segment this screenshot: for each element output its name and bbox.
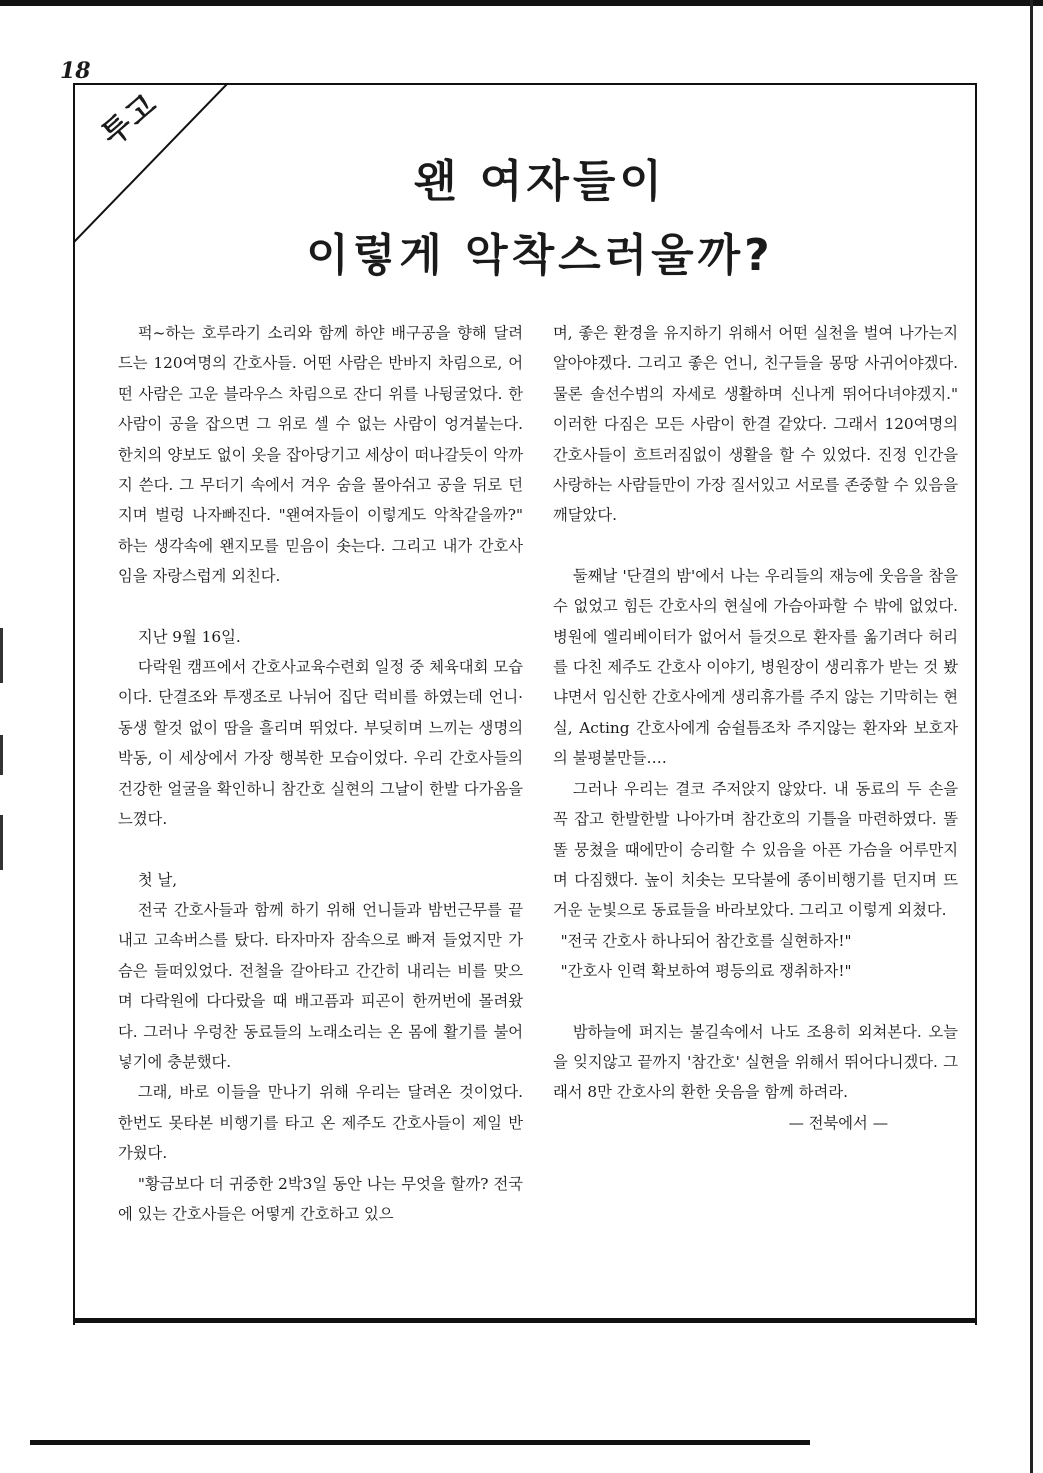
corner-diagonal — [73, 83, 253, 253]
paragraph: 그래, 바로 이들을 만나기 위해 우리는 달려온 것이었다. 한번도 못타본 비행기를 타고 온 제주도 간호사들이 제일 반가웠다. — [118, 1083, 523, 1163]
paragraph: 퍽~하는 호루라기 소리와 함께 하얀 배구공을 향해 달려드는 120여명의 간호사들. 어떤 사람은 반바지 차림으로, 어떤 사람은 고운 블라우스 차림으로 잔디 위를 나뒹굴었다. 한 사람이 공을 잡으면 그 위로 셀 수 없는 사람이 엉겨붙는다. 한치의 양보도 없이 옷을 잡아당기고 세상이 떠나갈듯이 악까지 쓴다. 그 무더기 속에서 겨우 숨을 몰아쉬고 공을 뒤로 던지며 벌렁 나자빠진다. "왠여자들이 이렇게도 악착같을까?" 하는 생각속에 왠지모를 믿음이 솟는다. 그리고 내가 간호사임을 자랑스럽게 외친다. — [118, 324, 523, 586]
scan-edge — [1030, 0, 1033, 1473]
slogan: "전국 간호사 하나되어 참간호를 실현하자!" — [560, 931, 852, 950]
page-number: 18 — [60, 58, 91, 84]
paragraph: 며, 좋은 환경을 유지하기 위해서 어떤 실천을 벌여 나가는지 알아야겠다. 그리고 좋은 언니, 친구들을 몽땅 사귀어야겠다. 물론 솔선수범의 자세로 생활하며 신나게 뛰어다녀야겠지." 이러한 다짐은 모든 사람이 한결 같았다. 그래서 120여명의 간호사들이 흐트러짐없이 생활을 할 수 있었다. 진정 인간을 사랑하는 사람들만이 가장 질서있고 서로를 존중할 수 있음을 깨달았다. — [553, 324, 958, 525]
article-frame-bottom — [73, 1318, 977, 1323]
paragraph: 다락원 캠프에서 간호사교육수련회 일정 중 체육대회 모습이다. 단결조와 투쟁조로 나뉘어 집단 럭비를 하였는데 언니·동생 할것 없이 땀을 흘리며 뛰었다. 부딪히며 느끼는 생명의 박동, 이 세상에서 가장 행복한 모습이었다. 우리 간호사들의 건강한 얼굴을 확인하니 참간호 실현의 그날이 한발 다가옴을 느꼈다. — [118, 658, 523, 829]
scan-mark — [0, 628, 3, 683]
paragraph: 밤하늘에 퍼지는 불길속에서 나도 조용히 외쳐본다. 오늘을 잊지않고 끝까지 '참간호' 실현을 위해서 뛰어다니겠다. 그래서 8만 간호사의 환한 웃음을 함께 하려라. — [553, 1022, 958, 1102]
title-line-2: 이렇게 악착스러울까? — [306, 230, 774, 281]
paragraph: "황금보다 더 귀중한 2박3일 동안 나는 무엇을 할까? 전국에 있는 간호사들은 어떻게 간호하고 있으 — [118, 1174, 523, 1223]
scan-mark — [0, 815, 3, 870]
paragraph: 지난 9월 16일. — [137, 627, 241, 646]
slogan: "간호사 인력 확보하여 평등의료 쟁취하자!" — [560, 962, 852, 981]
paragraph: 첫 날, — [137, 870, 178, 889]
paragraph: 둘째날 '단결의 밤'에서 나는 우리들의 재능에 웃음을 참을 수 없었고 힘든 간호사의 현실에 가슴아파할 수 밖에 없었다. 병원에 엘리베이터가 없어서 들것으로 환자를 옮기려다 허리를 다친 제주도 간호사 이야기, 병원장이 생리휴가 받는 것 봤냐면서 임신한 간호사에게 생리휴가를 주지 않는 기막히는 현실, Acting 간호사에게 숨쉴틈조차 주지않는 환자와 보호자의 불평불만들…. — [553, 566, 958, 768]
paragraph: 그러나 우리는 결코 주저앉지 않았다. 내 동료의 두 손을 꼭 잡고 한발한발 나아가며 참간호의 기틀을 마련하였다. 똘똘 뭉쳤을 때에만이 승리할 수 있음을 아픈 가슴을 어루만지며 다짐했다. 높이 치솟는 모닥불에 종이비행기를 던지며 뜨거운 눈빛으로 동료들을 바라보았다. 그리고 이렇게 외쳤다. — [553, 779, 958, 920]
top-rule — [0, 0, 1043, 6]
right-column — [553, 318, 958, 1138]
signoff: — 전북에서 — — [788, 1113, 888, 1132]
paragraph: 전국 간호사들과 함께 하기 위해 언니들과 밤번근무를 끝내고 고속버스를 탔다. 타자마자 잠속으로 빠져 들었지만 가슴은 들떠있었다. 전철을 갈아타고 간간히 내리는 비를 맞으며 다락원에 다다랐을 때 배고픔과 피곤이 한꺼번에 몰려왔다. 그러나 우렁찬 동료들의 노래소리는 온 몸에 활기를 불어넣기에 충분했다. — [118, 900, 523, 1071]
section-label: 투고 — [95, 86, 166, 153]
scan-mark — [0, 735, 3, 775]
left-column — [118, 318, 523, 1229]
bottom-rule — [30, 1440, 810, 1445]
title-line-1: 왠 여자들이 — [414, 156, 666, 207]
article-title — [300, 145, 780, 293]
